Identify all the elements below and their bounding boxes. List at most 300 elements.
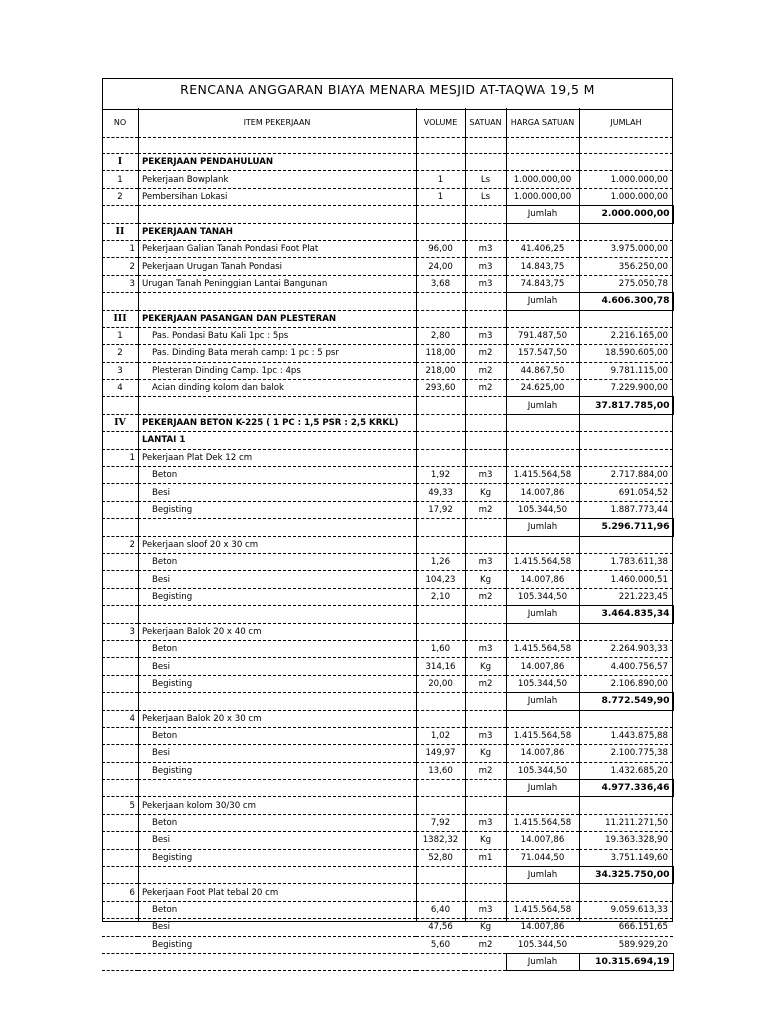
satuan-value: m3 [465,901,506,918]
harga-satuan-value: 1.000.000,00 [506,171,579,188]
header-harga-satuan: HARGA SATUAN [506,108,579,138]
row-number: 2 [102,536,138,553]
jumlah-value: 666.151,65 [579,919,673,936]
row-number [102,571,138,588]
satuan-value: Ls [465,171,506,188]
harga-satuan-value: 1.415.564,58 [506,640,579,657]
empty-cell [579,536,673,553]
harga-satuan-value: 105.344,50 [506,501,579,518]
empty-cell [416,154,465,171]
budget-table-body [102,108,673,971]
empty-cell [138,693,416,710]
empty-cell [465,449,506,466]
table-row [102,380,673,397]
row-number [102,588,138,605]
row-number: 3 [102,275,138,292]
empty-cell [416,623,465,640]
header-satuan: SATUAN [465,108,506,138]
item-name: Pembersihan Lokasi [138,188,416,205]
work-group-title: Pekerjaan kolom 30/30 cm [138,797,416,814]
subtotal-value: 8.772.549,90 [579,693,673,710]
header-no: NO [102,108,138,138]
empty-cell [465,867,506,884]
subtotal-label: Jumlah [506,397,579,414]
row-number: 1 [102,327,138,344]
volume-value: 47,56 [416,919,465,936]
header-item: ITEM PEKERJAAN [138,108,416,138]
subsection-row [102,432,673,449]
harga-satuan-value: 14.007,86 [506,832,579,849]
table-row [102,484,673,501]
work-group-row [102,536,673,553]
empty-cell [416,310,465,327]
jumlah-value: 9.059.613,33 [579,901,673,918]
volume-value: 1 [416,171,465,188]
item-name: Beton [138,727,416,744]
empty-cell [506,449,579,466]
empty-cell [465,206,506,223]
harga-satuan-value: 105.344,50 [506,762,579,779]
satuan-value: m2 [465,588,506,605]
satuan-value: m3 [465,275,506,292]
row-number: 4 [102,710,138,727]
harga-satuan-value: 14.007,86 [506,745,579,762]
subtotal-label: Jumlah [506,606,579,623]
empty-cell [138,519,416,536]
work-group-row [102,449,673,466]
item-name: Beton [138,640,416,657]
work-group-row [102,623,673,640]
item-name: Begisting [138,501,416,518]
empty-cell [579,223,673,240]
item-name: Pekerjaan Urugan Tanah Pondasi [138,258,416,275]
satuan-value: Kg [465,919,506,936]
section-row [102,223,673,240]
row-number [102,553,138,570]
row-number [102,658,138,675]
jumlah-value: 3.751.149,60 [579,849,673,866]
empty-cell [102,432,138,449]
row-number [102,919,138,936]
empty-cell [465,397,506,414]
row-number: 3 [102,623,138,640]
jumlah-value: 275.050,78 [579,275,673,292]
table-row [102,762,673,779]
satuan-value: Kg [465,832,506,849]
section-row [102,310,673,327]
satuan-value: m3 [465,814,506,831]
volume-value: 1382,32 [416,832,465,849]
volume-value: 24,00 [416,258,465,275]
satuan-value: m3 [465,240,506,257]
jumlah-value: 2.264.903,33 [579,640,673,657]
jumlah-value: 11.211.271,50 [579,814,673,831]
jumlah-value: 2.717.884,00 [579,467,673,484]
empty-cell [465,953,506,970]
empty-cell [579,138,673,154]
satuan-value: m2 [465,675,506,692]
jumlah-value: 1.000.000,00 [579,171,673,188]
table-row [102,362,673,379]
work-group-title: Pekerjaan Plat Dek 12 cm [138,449,416,466]
empty-cell [579,414,673,431]
harga-satuan-value: 1.415.564,58 [506,814,579,831]
empty-cell [465,223,506,240]
harga-satuan-value: 44.867,50 [506,362,579,379]
harga-satuan-value: 14.007,86 [506,919,579,936]
empty-cell [416,710,465,727]
item-name: Beton [138,553,416,570]
jumlah-value: 691.054,52 [579,484,673,501]
section-number: II [102,223,138,240]
empty-cell [465,138,506,154]
harga-satuan-value: 71.044,50 [506,849,579,866]
empty-cell [102,780,138,797]
empty-cell [579,310,673,327]
subtotal-value: 3.464.835,34 [579,606,673,623]
table-row [102,745,673,762]
table-row [102,640,673,657]
subsection-title: LANTAI 1 [138,432,416,449]
work-group-title: Pekerjaan Foot Plat tebal 20 cm [138,884,416,901]
empty-cell [579,449,673,466]
empty-cell [465,519,506,536]
row-number: 2 [102,258,138,275]
table-row [102,849,673,866]
row-number [102,762,138,779]
table-row [102,467,673,484]
table-header-row [102,108,673,138]
satuan-value: Kg [465,745,506,762]
row-number [102,832,138,849]
satuan-value: Kg [465,658,506,675]
harga-satuan-value: 157.547,50 [506,345,579,362]
item-name: Besi [138,658,416,675]
empty-cell [506,310,579,327]
item-name: Pekerjaan Bowplank [138,171,416,188]
document-title: RENCANA ANGGARAN BIAYA MENARA MESJID AT-TAQWA 19,5 M [103,79,672,110]
harga-satuan-value: 1.415.564,58 [506,901,579,918]
volume-value: 1 [416,188,465,205]
volume-value: 5,60 [416,936,465,953]
work-group-row [102,797,673,814]
jumlah-value: 19.363.328,90 [579,832,673,849]
item-name: Urugan Tanah Peninggian Lantai Bangunan [138,275,416,292]
volume-value: 3,68 [416,275,465,292]
row-number [102,936,138,953]
item-name: Acian dinding kolom dan balok [138,380,416,397]
empty-cell [138,293,416,310]
empty-cell [465,310,506,327]
jumlah-value: 9.781.115,00 [579,362,673,379]
subtotal-row [102,293,673,310]
budget-sheet [102,78,673,968]
empty-cell [506,414,579,431]
volume-value: 1,26 [416,553,465,570]
subtotal-row [102,519,673,536]
empty-cell [465,797,506,814]
jumlah-value: 3.975.000,00 [579,240,673,257]
row-number [102,849,138,866]
empty-cell [102,693,138,710]
empty-cell [506,797,579,814]
harga-satuan-value: 14.007,86 [506,571,579,588]
empty-cell [416,293,465,310]
row-number [102,484,138,501]
table-row [102,936,673,953]
row-number: 4 [102,380,138,397]
subtotal-row [102,780,673,797]
table-row [102,188,673,205]
table-row [102,553,673,570]
subtotal-value: 5.296.711,96 [579,519,673,536]
empty-cell [465,623,506,640]
row-number: 1 [102,240,138,257]
item-name: Beton [138,901,416,918]
row-number [102,727,138,744]
empty-cell [579,710,673,727]
empty-cell [138,606,416,623]
empty-cell [506,432,579,449]
empty-cell [465,884,506,901]
row-number: 3 [102,362,138,379]
harga-satuan-value: 1.415.564,58 [506,553,579,570]
subtotal-value: 37.817.785,00 [579,397,673,414]
jumlah-value: 1.443.875,88 [579,727,673,744]
volume-value: 96,00 [416,240,465,257]
subtotal-label: Jumlah [506,519,579,536]
row-number [102,640,138,657]
jumlah-value: 1.887.773,44 [579,501,673,518]
empty-cell [416,414,465,431]
harga-satuan-value: 14.007,86 [506,484,579,501]
volume-value: 6,40 [416,901,465,918]
empty-cell [416,519,465,536]
row-number: 1 [102,171,138,188]
satuan-value: m2 [465,345,506,362]
section-title: PEKERJAAN PASANGAN DAN PLESTERAN [138,310,416,327]
empty-cell [102,138,138,154]
harga-satuan-value: 1.415.564,58 [506,467,579,484]
volume-value: 7,92 [416,814,465,831]
empty-cell [416,797,465,814]
harga-satuan-value: 1.000.000,00 [506,188,579,205]
row-number: 2 [102,345,138,362]
item-name: Begisting [138,936,416,953]
table-row [102,258,673,275]
jumlah-value: 4.400.756,57 [579,658,673,675]
empty-cell [138,780,416,797]
empty-cell [102,397,138,414]
harga-satuan-value: 105.344,50 [506,588,579,605]
table-row [102,275,673,292]
volume-value: 17,92 [416,501,465,518]
empty-cell [416,953,465,970]
empty-cell [102,953,138,970]
item-name: Besi [138,571,416,588]
item-name: Pas. Dinding Bata merah camp: 1 pc : 5 psr [138,345,416,362]
subtotal-label: Jumlah [506,867,579,884]
jumlah-value: 589.929,20 [579,936,673,953]
section-row [102,414,673,431]
empty-cell [465,606,506,623]
subtotal-row [102,606,673,623]
jumlah-value: 2.100.775,38 [579,745,673,762]
volume-value: 20,00 [416,675,465,692]
satuan-value: m3 [465,553,506,570]
work-group-title: Pekerjaan Balok 20 x 40 cm [138,623,416,640]
row-number [102,467,138,484]
empty-cell [138,397,416,414]
empty-cell [506,536,579,553]
satuan-value: m1 [465,849,506,866]
volume-value: 13,60 [416,762,465,779]
volume-value: 149,97 [416,745,465,762]
work-group-title: Pekerjaan sloof 20 x 30 cm [138,536,416,553]
empty-cell [506,623,579,640]
empty-cell [579,154,673,171]
jumlah-value: 1.000.000,00 [579,188,673,205]
satuan-value: m3 [465,640,506,657]
table-row [102,240,673,257]
jumlah-value: 356.250,00 [579,258,673,275]
table-row [102,919,673,936]
empty-cell [416,223,465,240]
empty-cell [465,414,506,431]
table-row [102,327,673,344]
budget-table [102,108,674,971]
empty-cell [416,536,465,553]
satuan-value: m2 [465,762,506,779]
volume-value: 2,80 [416,327,465,344]
subtotal-value: 10.315.694,19 [579,953,673,970]
empty-cell [138,867,416,884]
subtotal-label: Jumlah [506,693,579,710]
subtotal-label: Jumlah [506,953,579,970]
volume-value: 104,23 [416,571,465,588]
harga-satuan-value: 24.625,00 [506,380,579,397]
blank-row [102,138,673,154]
row-number [102,501,138,518]
subtotal-row [102,867,673,884]
empty-cell [416,867,465,884]
volume-value: 218,00 [416,362,465,379]
empty-cell [416,138,465,154]
empty-cell [465,536,506,553]
row-number: 5 [102,797,138,814]
empty-cell [416,397,465,414]
empty-cell [506,138,579,154]
volume-value: 293,60 [416,380,465,397]
satuan-value: m3 [465,467,506,484]
empty-cell [465,710,506,727]
header-jumlah: JUMLAH [579,108,673,138]
table-row [102,727,673,744]
satuan-value: m3 [465,727,506,744]
section-title: PEKERJAAN TANAH [138,223,416,240]
harga-satuan-value: 105.344,50 [506,675,579,692]
empty-cell [579,432,673,449]
table-row [102,675,673,692]
row-number [102,745,138,762]
satuan-value: m3 [465,327,506,344]
row-number: 1 [102,449,138,466]
item-name: Begisting [138,849,416,866]
table-row [102,171,673,188]
item-name: Plesteran Dinding Camp. 1pc : 4ps [138,362,416,379]
subtotal-value: 2.000.000,00 [579,206,673,223]
section-number: IV [102,414,138,431]
satuan-value: Ls [465,188,506,205]
jumlah-value: 2.106.890,00 [579,675,673,692]
empty-cell [102,206,138,223]
empty-cell [138,138,416,154]
harga-satuan-value: 1.415.564,58 [506,727,579,744]
subtotal-row [102,693,673,710]
volume-value: 1,60 [416,640,465,657]
subtotal-row [102,953,673,970]
work-group-title: Pekerjaan Balok 20 x 30 cm [138,710,416,727]
empty-cell [416,449,465,466]
row-number [102,901,138,918]
volume-value: 49,33 [416,484,465,501]
satuan-value: Kg [465,571,506,588]
empty-cell [416,606,465,623]
empty-cell [465,432,506,449]
section-title: PEKERJAAN PENDAHULUAN [138,154,416,171]
item-name: Pekerjaan Galian Tanah Pondasi Foot Plat [138,240,416,257]
table-row [102,658,673,675]
satuan-value: m2 [465,936,506,953]
volume-value: 1,92 [416,467,465,484]
harga-satuan-value: 14.843,75 [506,258,579,275]
empty-cell [416,206,465,223]
volume-value: 314,16 [416,658,465,675]
empty-cell [579,797,673,814]
empty-cell [416,693,465,710]
item-name: Besi [138,919,416,936]
subtotal-row [102,397,673,414]
item-name: Besi [138,484,416,501]
header-volume: VOLUME [416,108,465,138]
subtotal-label: Jumlah [506,206,579,223]
row-number: 6 [102,884,138,901]
work-group-row [102,710,673,727]
row-number [102,814,138,831]
empty-cell [506,223,579,240]
subtotal-value: 4.606.300,78 [579,293,673,310]
subtotal-value: 4.977.336,46 [579,780,673,797]
empty-cell [102,293,138,310]
empty-cell [138,206,416,223]
satuan-value: m3 [465,258,506,275]
subtotal-value: 34.325.750,00 [579,867,673,884]
item-name: Pas. Pondasi Batu Kali 1pc : 5ps [138,327,416,344]
jumlah-value: 18.590.605,00 [579,345,673,362]
subtotal-row [102,206,673,223]
empty-cell [416,432,465,449]
satuan-value: m2 [465,380,506,397]
satuan-value: m2 [465,362,506,379]
harga-satuan-value: 105.344,50 [506,936,579,953]
table-row [102,571,673,588]
section-number: III [102,310,138,327]
jumlah-value: 7.229.900,00 [579,380,673,397]
jumlah-value: 2.216.165,00 [579,327,673,344]
table-row [102,901,673,918]
section-row [102,154,673,171]
empty-cell [416,780,465,797]
